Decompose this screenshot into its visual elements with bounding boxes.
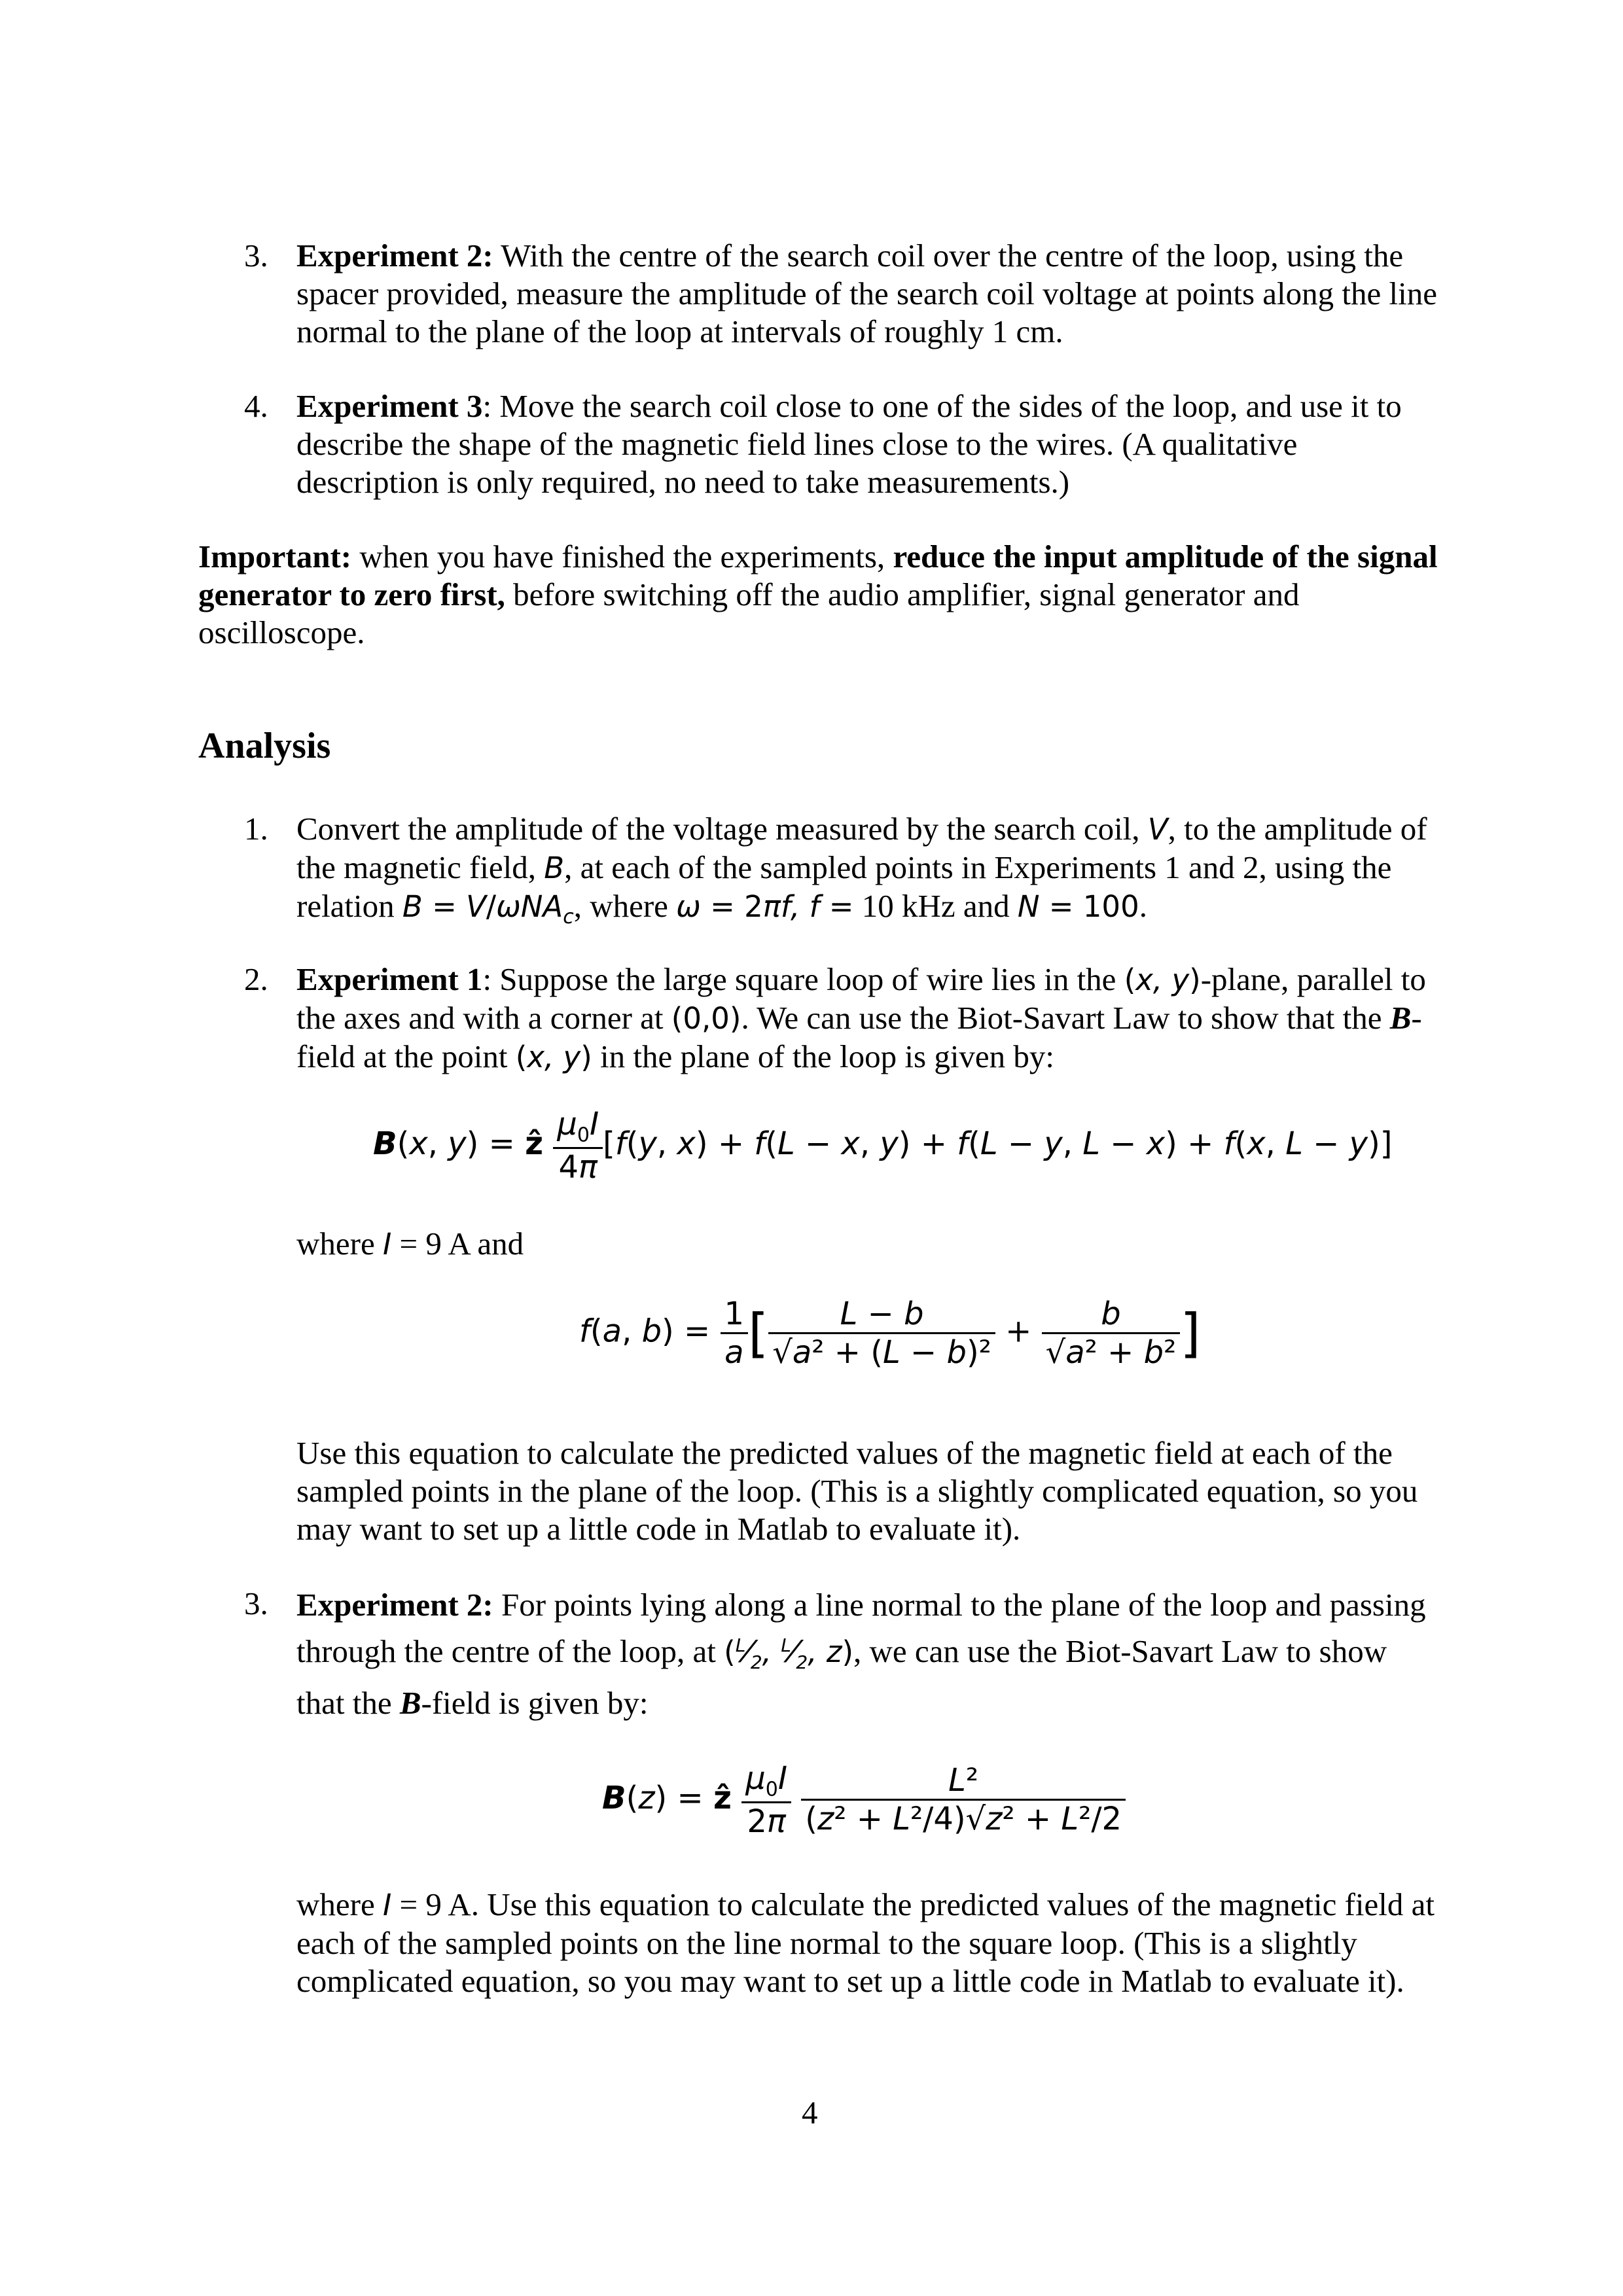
text: where [296, 1886, 383, 1922]
text: -plane, parallel to the axes and with a corner at [296, 961, 1426, 1036]
item-label: Experiment 2: [296, 1587, 493, 1623]
text: kHz and [893, 888, 1018, 924]
text: . We can use the Biot-Savart Law to show that the [741, 1000, 1390, 1036]
item-label: Experiment 3 [296, 388, 483, 424]
math-b: B [544, 851, 565, 885]
important-label: Important: [198, 539, 352, 574]
list-number: 1. [244, 811, 268, 847]
important-note [198, 538, 1442, 652]
item-label: Experiment 2: [296, 238, 493, 274]
relation-equation: B = V/ωNA$_c$ [402, 889, 574, 928]
text: , at each of the sampled points in Experiments 1 and 2, using the relation [296, 849, 1392, 924]
item-text: : Move the search coil close to one of the sides of the loop, and use it to describe the shape of the magnetic field lines close to the wires. (A qualitative description is only required, no need to take measurements.) [296, 388, 1402, 500]
text: -field at the point [296, 1000, 1422, 1074]
equation-f-ab: f(a, b) = $\frac{1}{a}$ [ $\frac{L - b}{\text{√a² + (L − b)²}}$ + $\frac{b}{\text{√a² + b²}}$ ] [579, 1296, 1201, 1371]
analysis-item-3: Experiment 2: For points lying along a line normal to the plane of the loop and passing through the centre of the loop, at ($^L⁄_2$, $^L⁄_2$, z), we can use the Biot-Savart Law to show that the B-field is given by: [296, 1587, 1426, 1721]
text: where [296, 1226, 383, 1262]
math-point: (x, y) [515, 1040, 592, 1074]
omega-equation: ω = 2πf, f = [676, 889, 854, 924]
text: = 9 A. Use this equation to calculate the predicted values of the magnetic field at each of the sampled points on the line normal to the square loop. (This is a slightly complicated equation, so you may want to set up a little code in Matlab to evaluate it). [296, 1886, 1435, 1999]
math-i: I [382, 1888, 392, 1922]
text: in the plane of the loop is given by: [592, 1038, 1055, 1074]
equation-b-xy: B(x, y) = ẑ $\frac{\mu_0I}{4\pi}$ [f(y, x) + f(L − x, y) + f(L − y, L − x) + f(x, L − y)] [373, 1106, 1393, 1186]
analysis-item-1: Convert the amplitude of the voltage measured by the search coil, V, to the amplitude of the magnetic field, B, at each of the sampled points in Experiments 1 and 2, using the relation B = V/ωNA$_c$, where ω = 2πf, f = 10 kHz and N = 100. [296, 811, 1427, 928]
text: , to the amplitude of the magnetic field, [296, 811, 1427, 885]
math-origin: (0,0) [671, 1001, 741, 1036]
text: = 9 A and [391, 1226, 524, 1262]
text: : Suppose the large square loop of wire lies in the [482, 961, 1124, 997]
analysis-heading: Analysis [198, 726, 331, 766]
analysis-item-2: Experiment 1: Suppose the large square loop of wire lies in the (x, y)-plane, parallel to the axes and with a corner at (0,0). We can use the Biot-Savart Law to show that the B-field at the point (x, y) in the plane of the loop is given by: [296, 961, 1426, 1074]
list-number: 3. [244, 1585, 268, 1621]
item-label: Experiment 1 [296, 961, 483, 997]
text: . [1139, 888, 1147, 924]
where-line-1 [296, 1225, 1442, 1263]
text: Convert the amplitude of the voltage measured by the search coil, [296, 811, 1148, 847]
page-number: 4 [802, 2094, 818, 2130]
important-text-end: before switching off the audio amplifier, signal generator and oscilloscope. [198, 576, 1300, 650]
math-centre-point: ($^L⁄_2$, $^L⁄_2$, z) [724, 1634, 854, 1673]
math-i: I [382, 1227, 392, 1262]
text: -field is given by: [421, 1685, 649, 1721]
list-item-experiment-3-procedure [296, 387, 1442, 501]
important-bold-text: reduce the input amplitude of the signal generator to zero first, [198, 539, 1438, 612]
math-xy: (x, y) [1124, 963, 1201, 997]
math-v: V [1147, 812, 1168, 847]
text: For points lying along a line normal to the plane of the loop and passing through the centre of the loop, at [296, 1587, 1426, 1669]
text: , we can use the Biot-Savart Law to show that the [296, 1633, 1387, 1721]
equation-b-z: B(z) = ẑ $\frac{\mu_0I}{2\pi}$ $\frac{\text{L²}}{\text{(z² + L²/4)√z² + L²/2}}$ [602, 1760, 1126, 1840]
item-text: With the centre of the search coil over the centre of the loop, using the spacer provided, measure the amplitude of the search coil voltage at points along the line normal to the plane of the loop at intervals of roughly 1 cm. [296, 238, 1437, 349]
list-number: 3. [244, 238, 268, 274]
list-item-experiment-2-procedure [296, 237, 1442, 351]
list-number: 4. [244, 388, 268, 424]
list-number: 2. [244, 961, 268, 997]
analysis-item-2-followup: Use this equation to calculate the predicted values of the magnetic field at each of the sampled points in the plane of the loop. (This is a slightly complicated equation, so you may want to set up a little code in Matlab to evaluate it). [296, 1435, 1418, 1547]
analysis-item-3-followup [296, 1886, 1442, 2000]
n-equation: N = 100 [1017, 889, 1139, 924]
important-text: when you have finished the experiments, [351, 539, 893, 574]
text: , where [573, 888, 677, 924]
